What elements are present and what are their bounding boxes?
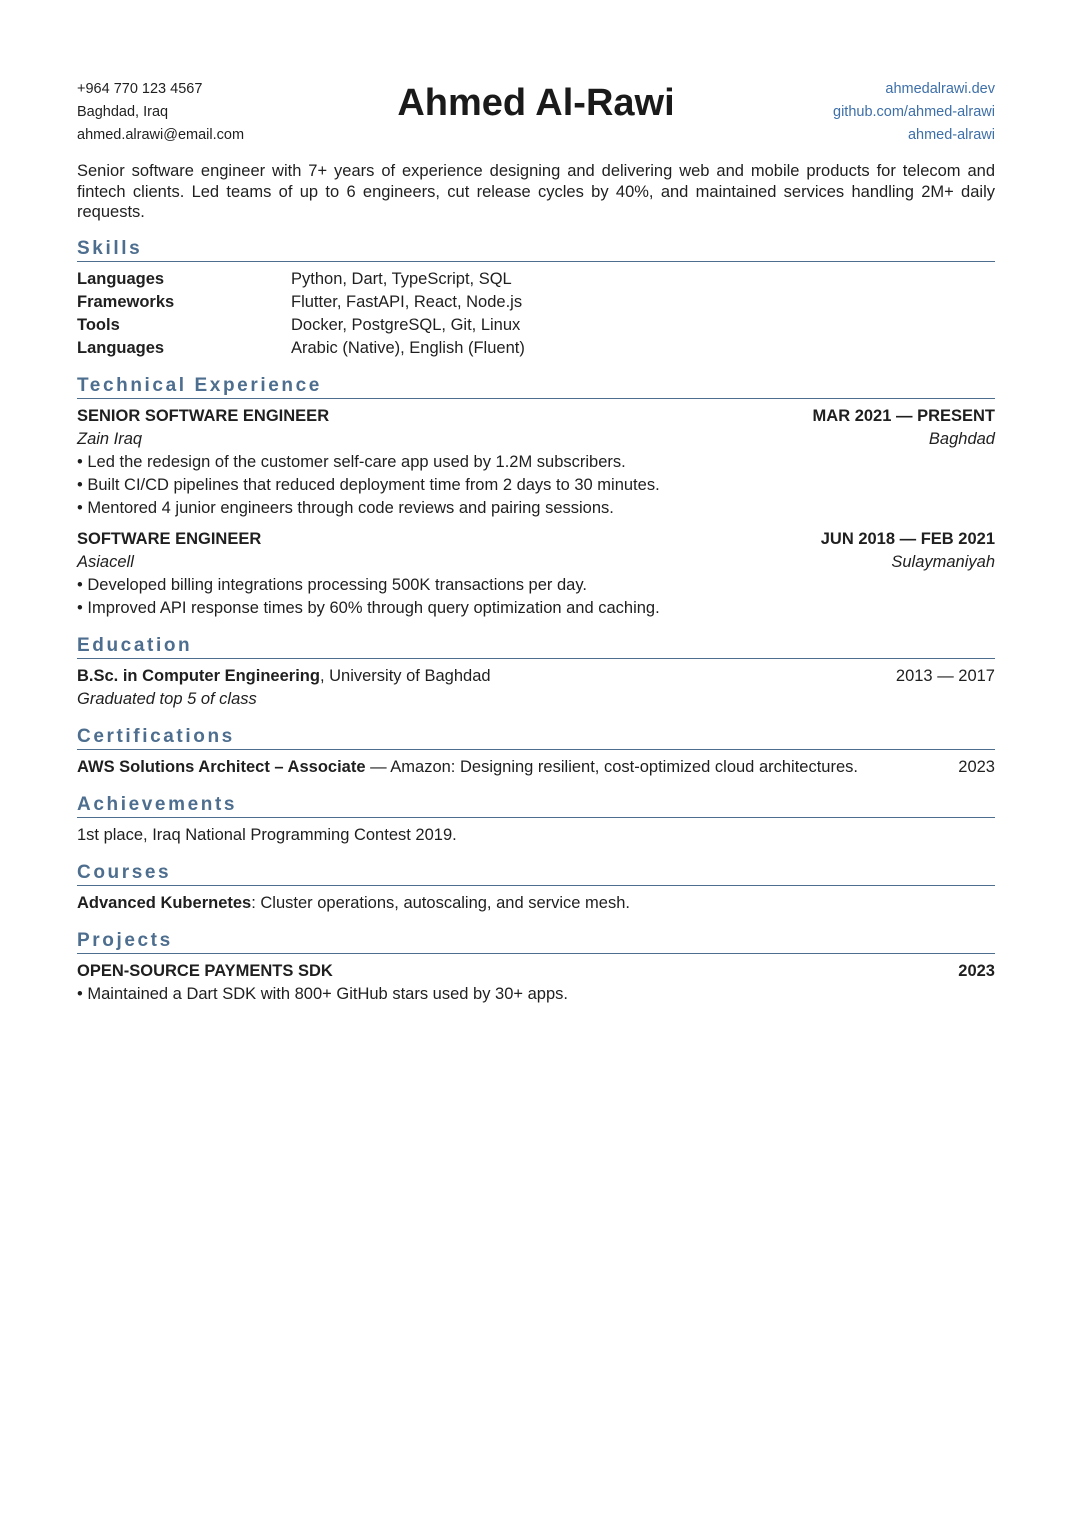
section-title-experience: Technical Experience [77,375,995,399]
section-title-achievements: Achievements [77,794,995,818]
job-dates: JUN 2018 — FEB 2021 [820,529,995,548]
skill-category: Languages [77,338,165,357]
job-entry [77,528,995,620]
project-entry [77,960,995,1006]
job-location: Baghdad [928,429,995,448]
certification-name: AWS Solutions Architect – Associate [77,757,366,776]
job-bullet: • Built CI/CD pipelines that reduced deployment time from 2 days to 30 minutes. [77,474,995,497]
job-dates: MAR 2021 — PRESENT [812,406,995,425]
skill-items: Python, Dart, TypeScript, SQL [291,269,512,288]
job-bullet: • Improved API response times by 60% through query optimization and caching. [77,597,995,620]
project-name: OPEN-SOURCE PAYMENTS SDK [77,961,333,980]
email: ahmed.alrawi@email.com [77,127,245,143]
profile-handle-link[interactable]: ahmed-alrawi [907,127,995,143]
job-location: Sulaymaniyah [891,552,995,571]
education-note: Graduated top 5 of class [77,689,257,708]
job-entry [77,405,995,520]
skill-row [77,337,995,360]
section-title-courses: Courses [77,862,995,886]
school: , University of Baghdad [319,666,491,685]
skill-category: Frameworks [77,292,175,311]
certification-detail: — Amazon: Designing resilient, cost-optimized cloud architectures. [365,757,858,776]
job-company: Zain Iraq [77,429,143,448]
resume-content [77,78,995,1006]
course-name: Advanced Kubernetes [77,893,252,912]
course-entry [77,892,995,915]
experience-list [77,405,995,620]
project-year: 2023 [958,961,995,980]
project-bullet: • Maintained a Dart SDK with 800+ GitHub stars used by 30+ apps. [77,983,995,1006]
skill-items: Docker, PostgreSQL, Git, Linux [291,315,521,334]
course-detail: : Cluster operations, autoscaling, and service mesh. [251,893,630,912]
degree: B.Sc. in Computer Engineering [77,666,320,685]
achievement-entry: 1st place, Iraq National Programming Contest 2019. [77,825,457,844]
contact-right [833,78,995,147]
skill-items: Arabic (Native), English (Fluent) [291,338,525,357]
summary: Senior software engineer with 7+ years of experience designing and delivering web and mobile products for telecom and fintech clients. Led teams of up to 6 engineers, cut release cycles by 40%, and maintained services handling 2M+ daily requests. [77,162,995,221]
job-bullet: • Led the redesign of the customer self-care app used by 1.2M subscribers. [77,451,995,474]
section-title-education: Education [77,635,995,659]
phone: +964 770 123 4567 [77,81,203,97]
location: Baghdad, Iraq [77,104,169,120]
skill-category: Languages [77,269,165,288]
job-bullet: • Mentored 4 junior engineers through code reviews and pairing sessions. [77,497,995,520]
skill-row [77,314,995,337]
job-company: Asiacell [77,552,134,571]
candidate-name: Ahmed Al-Rawi [397,82,675,124]
certification-year: 2023 [958,757,995,776]
skill-items: Flutter, FastAPI, React, Node.js [291,292,523,311]
skills-list [77,268,995,360]
website-link[interactable]: ahmedalrawi.dev [885,81,995,97]
job-bullet: • Developed billing integrations processing 500K transactions per day. [77,574,995,597]
resume-header [77,78,995,148]
skill-row [77,291,995,314]
github-link[interactable]: github.com/ahmed-alrawi [833,104,995,120]
skill-row [77,268,995,291]
section-title-projects: Projects [77,930,995,954]
education-entry [77,665,995,711]
job-role: SOFTWARE ENGINEER [77,529,262,548]
section-title-certifications: Certifications [77,726,995,750]
job-role: SENIOR SOFTWARE ENGINEER [77,406,330,425]
section-title-skills: Skills [77,238,995,262]
skill-category: Tools [77,315,120,334]
certification-entry [77,756,995,779]
education-dates: 2013 — 2017 [895,666,995,685]
